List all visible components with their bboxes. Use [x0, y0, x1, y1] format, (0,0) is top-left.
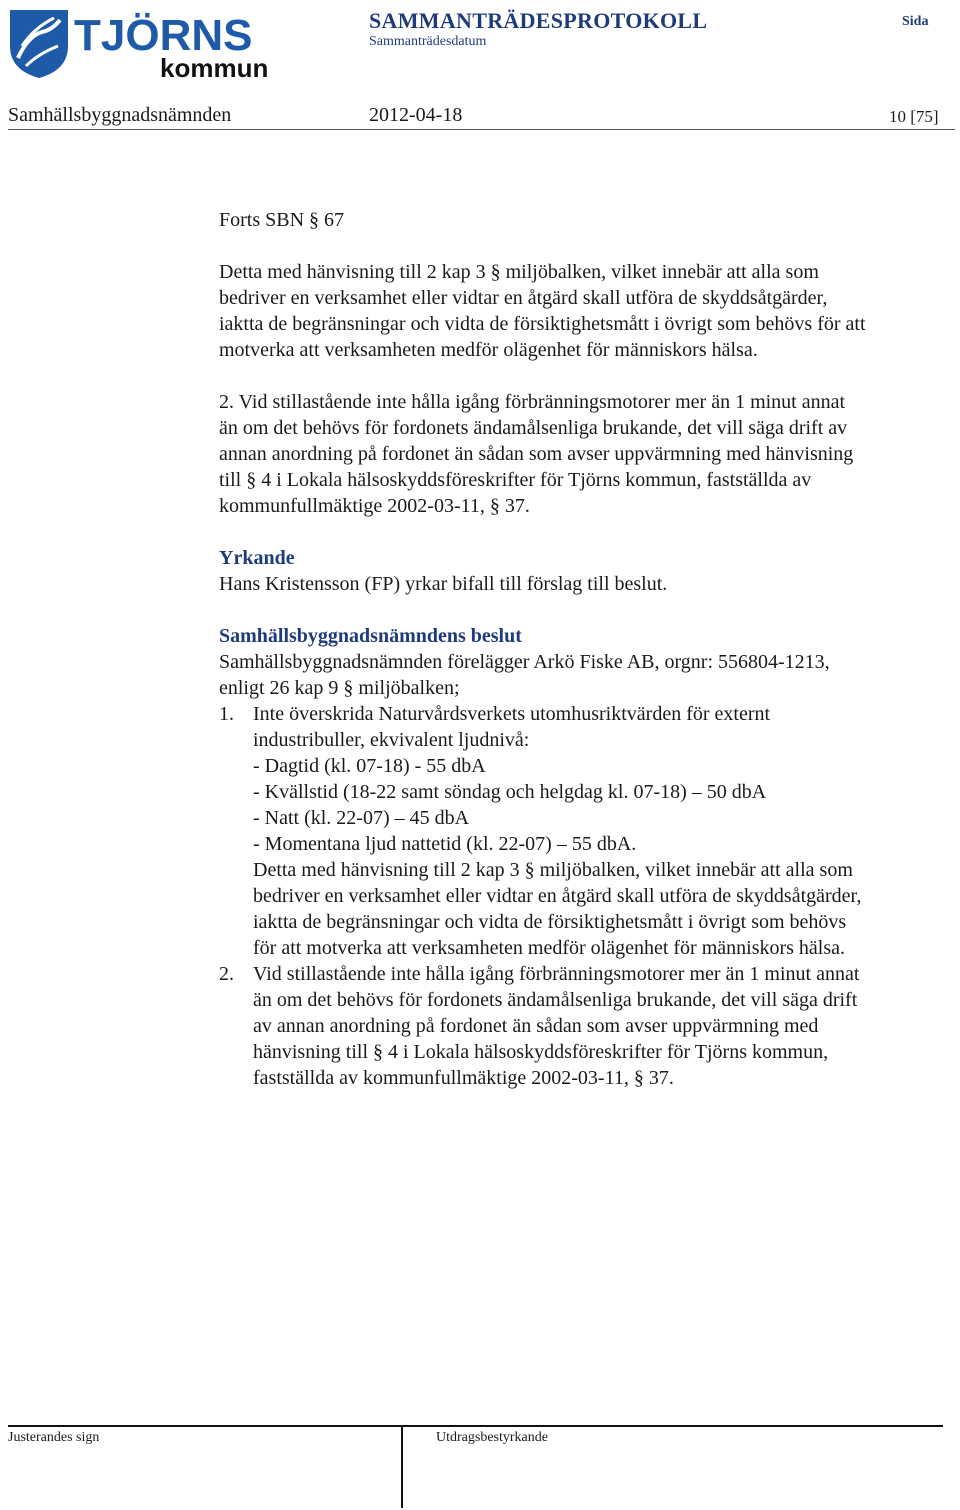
text-line: iaktta de begränsningar och vidta de försiktighetsmått i övrigt som behövs för att — [219, 313, 866, 335]
decision-intro-line: enligt 26 kap 9 § miljöbalken; — [219, 677, 460, 699]
signature-label: Justerandes sign — [8, 1430, 100, 1445]
decision-intro-line: Samhällsbyggnadsnämnden förelägger Arkö Fiske AB, orgnr: 556804-1213, — [219, 651, 830, 673]
footer-divider — [8, 1425, 943, 1427]
text-line: annan anordning på fordonet än sådan som avser uppvärmning med hänvisning — [219, 443, 854, 465]
decision-item-1 — [219, 701, 954, 961]
document-body — [219, 207, 954, 1091]
list-number: 2. — [219, 963, 234, 985]
header-divider — [8, 129, 955, 130]
text-line: bedriver en verksamhet eller vidtar en åtgärd skall utföra de skyddsåtgärder, — [219, 287, 828, 309]
meeting-date-label: Sammanträdesdatum — [369, 34, 487, 49]
list-line: industribuller, ekvivalent ljudnivå: — [253, 729, 530, 751]
municipality-logo — [8, 6, 270, 80]
list-number: 1. — [219, 703, 234, 725]
decision-item-2 — [219, 961, 954, 1091]
text-line: än om det behövs för fordonets ändamålsenliga brukande, det vill säga drift av — [219, 417, 848, 439]
logo-text-bottom: kommun — [160, 53, 269, 80]
text-line: till § 4 i Lokala hälsoskyddsföreskrifter för Tjörns kommun, fastställda av — [219, 469, 812, 491]
document-title: SAMMANTRÄDESPROTOKOLL — [369, 8, 708, 33]
list-line: - Natt (kl. 22-07) – 45 dbA — [253, 807, 470, 829]
list-line: Vid stillastående inte hålla igång förbränningsmotorer mer än 1 minut annat — [253, 963, 860, 985]
list-line: bedriver en verksamhet eller vidtar en åtgärd skall utföra de skyddsåtgärder, — [253, 885, 862, 907]
text-line: Detta med hänvisning till 2 kap 3 § miljöbalken, vilket innebär att alla som — [219, 261, 819, 283]
text-line: motverka att verksamheten medför olägenhet för människors hälsa. — [219, 339, 758, 361]
list-line: - Momentana ljud nattetid (kl. 22-07) – 55 dbA. — [253, 833, 637, 855]
list-line: Inte överskrida Naturvårdsverkets utomhusriktvärden för externt — [253, 703, 771, 725]
text-line: kommunfullmäktige 2002-03-11, § 37. — [219, 495, 530, 517]
list-line: - Kvällstid (18-22 samt söndag och helgdag kl. 07-18) – 50 dbA — [253, 781, 767, 803]
list-line: - Dagtid (kl. 07-18) - 55 dbA — [253, 755, 486, 777]
paragraph-2 — [219, 389, 954, 519]
continuation-heading: Forts SBN § 67 — [219, 209, 345, 231]
yrkande-heading: Yrkande — [219, 547, 295, 569]
decision-heading: Samhällsbyggnadsnämndens beslut — [219, 625, 522, 647]
yrkande-text: Hans Kristensson (FP) yrkar bifall till förslag till beslut. — [219, 573, 668, 595]
certification-label: Utdragsbestyrkande — [436, 1430, 548, 1445]
list-line: för att motverka att verksamheten medför olägenhet för människors hälsa. — [253, 937, 846, 959]
list-line: av annan anordning på fordonet än sådan som avser uppvärmning med — [253, 1015, 819, 1037]
list-line: iaktta de begränsningar och vidta de försiktighetsmått i övrigt som behövs — [253, 911, 847, 933]
paragraph-1 — [219, 259, 954, 363]
committee-name: Samhällsbyggnadsnämnden — [8, 104, 232, 126]
list-line: fastställda av kommunfullmäktige 2002-03-11, § 37. — [253, 1067, 674, 1089]
text-line: 2. Vid stillastående inte hålla igång förbränningsmotorer mer än 1 minut annat — [219, 391, 846, 413]
meeting-date: 2012-04-18 — [369, 104, 463, 126]
list-line: Detta med hänvisning till 2 kap 3 § miljöbalken, vilket innebär att alla som — [253, 859, 853, 881]
logo-text-top: TJÖRNS — [74, 11, 253, 60]
page-label: Sida — [902, 14, 929, 29]
page-number: 10 [75] — [889, 107, 939, 126]
footer-column-divider — [401, 1426, 403, 1508]
list-line: hänvisning till § 4 i Lokala hälsoskyddsföreskrifter för Tjörns kommun, — [253, 1041, 829, 1063]
list-line: än om det behövs för fordonets ändamålsenliga brukande, det vill säga drift — [253, 989, 858, 1011]
